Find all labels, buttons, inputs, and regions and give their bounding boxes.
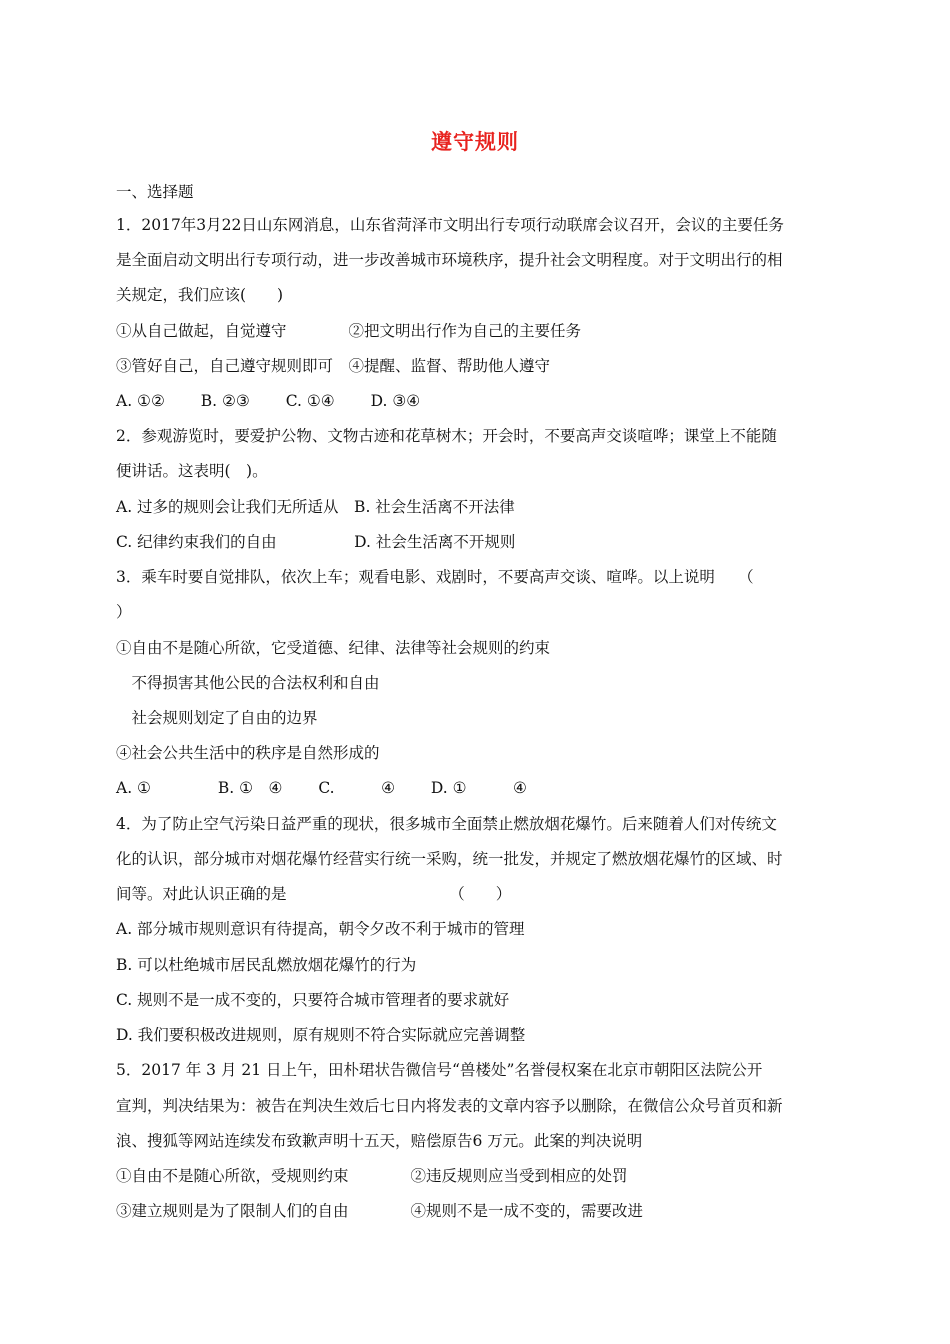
q4-option-c: C. 规则不是一成不变的，只要符合城市管理者的要求就好 bbox=[116, 991, 510, 1009]
q2-stem-line2: 便讲话。这表明( )。 bbox=[116, 462, 268, 480]
q3-statement-2: 不得损害其他公民的合法权利和自由 bbox=[116, 674, 380, 692]
q1-stem-line1: 1．2017年3月22日山东网消息，山东省菏泽市文明出行专项行动联席会议召开，会议的主要任务 bbox=[116, 216, 784, 234]
q4-stem-line1: 4．为了防止空气污染日益严重的现状，很多城市全面禁止燃放烟花爆竹。后来随着人们对传统文 bbox=[116, 815, 777, 833]
q5-stem-line2: 宣判，判决结果为：被告在判决生效后七日内将发表的文章内容予以删除，在微信公众号首页和新 bbox=[116, 1097, 783, 1115]
q3-statement-4: ④社会公共生活中的秩序是自然形成的 bbox=[116, 744, 380, 762]
q4-option-b: B. 可以杜绝城市居民乱燃放烟花爆竹的行为 bbox=[116, 956, 417, 974]
q1-statements-3-4: ③管好自己，自己遵守规则即可 ④提醒、监督、帮助他人遵守 bbox=[116, 357, 551, 375]
q1-stem-line2: 是全面启动文明出行专项行动，进一步改善城市环境秩序，提升社会文明程度。对于文明出行的相 bbox=[116, 251, 783, 269]
q5-stem-line1: 5．2017 年 3 月 21 日上午，田朴珺状告微信号“兽楼处”名誉侵权案在北京市朝阳区法院公开 bbox=[116, 1061, 763, 1079]
q3-options: A. ① B. ① ④ C. ④ D. ① ④ bbox=[116, 779, 527, 797]
q2-options-c-d: C. 纪律约束我们的自由 D. 社会生活离不开规则 bbox=[116, 533, 516, 551]
q2-stem-line1: 2．参观游览时，要爱护公物、文物古迹和花草树木；开会时，不要高声交谈喧哗；课堂上不能随 bbox=[116, 427, 777, 445]
section-heading: 一、选择题 bbox=[116, 183, 194, 201]
q4-option-d: D. 我们要积极改进规则，原有规则不符合实际就应完善调整 bbox=[116, 1026, 526, 1044]
q2-options-a-b: A. 过多的规则会让我们无所适从 B. 社会生活离不开法律 bbox=[116, 498, 515, 516]
q4-option-a: A. 部分城市规则意识有待提高，朝令夕改不利于城市的管理 bbox=[116, 920, 525, 938]
q4-stem-line2: 化的认识，部分城市对烟花爆竹经营实行统一采购，统一批发，并规定了燃放烟花爆竹的区域、时 bbox=[116, 850, 783, 868]
q3-statement-3: 社会规则划定了自由的边界 bbox=[116, 709, 318, 727]
q1-options: A. ①② B. ②③ C. ①④ D. ③④ bbox=[116, 392, 421, 410]
q5-statements-1-2: ①自由不是随心所欲，受规则约束 ②违反规则应当受到相应的处罚 bbox=[116, 1167, 628, 1185]
q1-statements-1-2: ①从自己做起，自觉遵守 ②把文明出行作为自己的主要任务 bbox=[116, 322, 582, 340]
q3-stem-line2: ） bbox=[116, 603, 132, 621]
q5-stem-line3: 浪、搜狐等网站连续发布致歉声明十五天，赔偿原告6 万元。此案的判决说明 bbox=[116, 1132, 643, 1150]
page-title: 遵守规则 bbox=[431, 130, 519, 154]
q5-statements-3-4: ③建立规则是为了限制人们的自由 ④规则不是一成不变的，需要改进 bbox=[116, 1202, 644, 1220]
q4-stem-line3: 间等。对此认识正确的是 （ ） bbox=[116, 885, 512, 903]
q1-stem-line3: 关规定，我们应该( ) bbox=[116, 286, 284, 304]
q3-statement-1: ①自由不是随心所欲，它受道德、纪律、法律等社会规则的约束 bbox=[116, 639, 551, 657]
q3-stem-line1: 3．乘车时要自觉排队，依次上车；观看电影、戏剧时，不要高声交谈、喧哗。以上说明 （ bbox=[116, 568, 754, 586]
